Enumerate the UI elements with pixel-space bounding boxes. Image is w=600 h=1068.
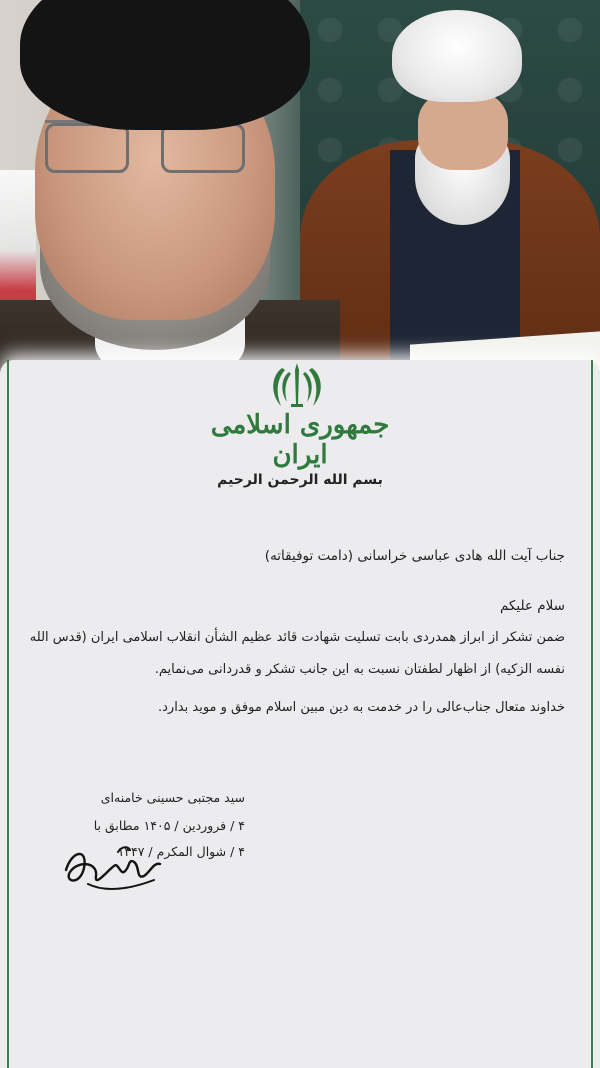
cleric-face bbox=[418, 90, 508, 170]
photo-banner bbox=[0, 0, 600, 385]
right-border-line bbox=[591, 360, 593, 1068]
iran-emblem-icon bbox=[267, 360, 327, 410]
letter-paper bbox=[0, 360, 600, 1068]
date-line-1: ۴ / فروردین / ۱۴۰۵ مطابق با bbox=[93, 818, 245, 833]
body-line-2: نفسه الزکیه) از اظهار لطفتان نسبت به این جانب تشکر و قدردانی می‌نمایم. bbox=[154, 662, 565, 677]
body-line-3: خداوند متعال جناب‌عالی را در خدمت به دین مبین اسلام موفق و موید بدارد. bbox=[158, 700, 565, 715]
body-line-1: ضمن تشکر از ابراز همدردی بابت تسلیت شهادت قائد عظیم الشأن انقلاب اسلامی ایران (قدس الله bbox=[29, 630, 565, 645]
white-turban bbox=[392, 10, 522, 102]
date-line-2: ۴ / شوال المکرم / ۱۴۴۷ bbox=[117, 844, 245, 859]
republic-title: جمهوری اسلامی ایران bbox=[210, 410, 390, 470]
black-turban bbox=[20, 0, 310, 130]
addressee-line: جناب آیت الله هادی عباسی خراسانی (دامت توفیقاته) bbox=[264, 548, 565, 564]
basmala: بسم الله الرحمن الرحیم bbox=[217, 472, 383, 488]
left-border-line bbox=[7, 360, 9, 1068]
handwritten-signature bbox=[58, 840, 168, 900]
signer-name: سید مجتبی حسینی خامنه‌ای bbox=[100, 790, 245, 805]
greeting-line: سلام علیکم bbox=[499, 598, 565, 614]
